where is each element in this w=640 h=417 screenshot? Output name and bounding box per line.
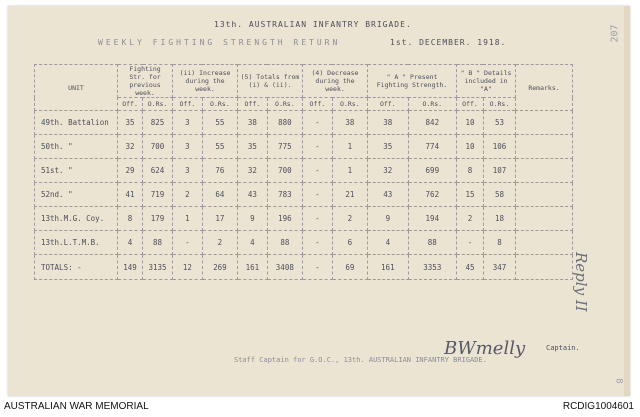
strength-cell: 3 — [173, 159, 203, 183]
return-date: 1st. DECEMBER. 1918. — [390, 38, 507, 47]
totals-cell: 3353 — [408, 255, 456, 280]
remarks-cell — [516, 135, 573, 159]
strength-cell: 38 — [332, 111, 367, 135]
sub-off: Off. — [368, 98, 409, 111]
strength-cell: 3 — [173, 111, 203, 135]
strength-cell: 106 — [483, 135, 515, 159]
totals-cell: 347 — [483, 255, 515, 280]
unit-name: 52nd. " — [35, 183, 118, 207]
strength-cell: 842 — [408, 111, 456, 135]
strength-cell: 699 — [408, 159, 456, 183]
strength-cell: 55 — [202, 111, 237, 135]
return-title: WEEKLY FIGHTING STRENGTH RETURN — [98, 38, 341, 47]
totals-cell: - — [303, 255, 333, 280]
strength-cell: - — [303, 207, 333, 231]
strength-cell: 38 — [238, 111, 268, 135]
table-row — [35, 231, 573, 255]
strength-cell: 774 — [408, 135, 456, 159]
sub-off: Off. — [238, 98, 268, 111]
sub-ors: O.Rs. — [408, 98, 456, 111]
sub-ors: O.Rs. — [143, 98, 173, 111]
totals-remarks — [516, 255, 573, 280]
strength-cell: - — [303, 183, 333, 207]
strength-cell: 196 — [267, 207, 302, 231]
totals-cell: 69 — [332, 255, 367, 280]
strength-cell: 1 — [332, 159, 367, 183]
strength-cell: 38 — [368, 111, 409, 135]
unit-name: 50th. " — [35, 135, 118, 159]
col-details: " B " Details included in "A" — [457, 65, 516, 98]
table-row — [35, 183, 573, 207]
strength-cell: 35 — [238, 135, 268, 159]
sub-off: Off. — [457, 98, 484, 111]
strength-cell: 2 — [173, 183, 203, 207]
strength-cell: - — [303, 111, 333, 135]
remarks-cell — [516, 231, 573, 255]
strength-cell: 53 — [483, 111, 515, 135]
col-present: " A " Present Fighting Strength. — [368, 65, 457, 98]
unit-name: 49th. Battalion — [35, 111, 118, 135]
strength-cell: 32 — [118, 135, 143, 159]
strength-cell: 2 — [457, 207, 484, 231]
totals-cell: 161 — [368, 255, 409, 280]
strength-cell: 17 — [202, 207, 237, 231]
sub-off: Off. — [303, 98, 333, 111]
sub-ors: O.Rs. — [332, 98, 367, 111]
strength-cell: - — [173, 231, 203, 255]
strength-cell: 55 — [202, 135, 237, 159]
col-decrease: (4) Decrease during the week. — [303, 65, 368, 98]
strength-cell: 88 — [143, 231, 173, 255]
remarks-cell — [516, 183, 573, 207]
totals-label: TOTALS: - — [35, 255, 118, 280]
totals-cell: 149 — [118, 255, 143, 280]
col-unit: UNIT — [35, 65, 118, 111]
unit-name: 13th.M.G. Coy. — [35, 207, 118, 231]
strength-cell: 8 — [457, 159, 484, 183]
strength-cell: 10 — [457, 111, 484, 135]
strength-cell: 35 — [118, 111, 143, 135]
strength-cell: 719 — [143, 183, 173, 207]
strength-cell: 880 — [267, 111, 302, 135]
margin-handwritten-note: Reply II — [572, 252, 590, 312]
sub-ors: O.Rs. — [202, 98, 237, 111]
archive-name: AUSTRALIAN WAR MEMORIAL — [4, 401, 149, 412]
strength-cell: 4 — [118, 231, 143, 255]
strength-cell: 58 — [483, 183, 515, 207]
strength-table — [34, 64, 573, 280]
totals-cell: 45 — [457, 255, 484, 280]
sub-ors: O.Rs. — [267, 98, 302, 111]
strength-cell: 8 — [483, 231, 515, 255]
strength-cell: 2 — [202, 231, 237, 255]
remarks-cell — [516, 159, 573, 183]
strength-cell: 88 — [267, 231, 302, 255]
brigade-heading: 13th. AUSTRALIAN INFANTRY BRIGADE. — [214, 20, 412, 29]
strength-cell: - — [303, 231, 333, 255]
staff-captain-line: Staff Captain for G.O.C., 13th. AUSTRALIAN INFANTRY BRIGADE. — [234, 356, 487, 364]
strength-cell: 762 — [408, 183, 456, 207]
strength-cell: 700 — [267, 159, 302, 183]
sub-off: Off. — [173, 98, 203, 111]
strength-cell: 64 — [202, 183, 237, 207]
strength-cell: 775 — [267, 135, 302, 159]
totals-cell: 3408 — [267, 255, 302, 280]
strength-cell: 32 — [238, 159, 268, 183]
remarks-cell — [516, 207, 573, 231]
strength-cell: 6 — [332, 231, 367, 255]
strength-cell: 194 — [408, 207, 456, 231]
strength-cell: 8 — [118, 207, 143, 231]
table-row — [35, 159, 573, 183]
strength-cell: 21 — [332, 183, 367, 207]
strength-cell: 3 — [173, 135, 203, 159]
remarks-cell — [516, 111, 573, 135]
strength-cell: 35 — [368, 135, 409, 159]
strength-cell: 783 — [267, 183, 302, 207]
strength-cell: 825 — [143, 111, 173, 135]
sub-off: Off. — [118, 98, 143, 111]
strength-cell: - — [303, 135, 333, 159]
strength-cell: 107 — [483, 159, 515, 183]
strength-cell: 29 — [118, 159, 143, 183]
strength-cell: 9 — [238, 207, 268, 231]
totals-row — [35, 255, 573, 280]
col-fighting-prev: Fighting Str. for previous week. — [118, 65, 173, 98]
signatory-rank: Captain. — [546, 344, 580, 352]
table-body — [35, 111, 573, 255]
strength-cell: 32 — [368, 159, 409, 183]
strength-cell: 700 — [143, 135, 173, 159]
handwritten-signature: BWmelly — [444, 338, 526, 359]
col-remarks: Remarks. — [516, 65, 573, 111]
unit-name: 13th.L.T.M.B. — [35, 231, 118, 255]
strength-cell: 88 — [408, 231, 456, 255]
strength-cell: 41 — [118, 183, 143, 207]
folio-number: 207 — [609, 24, 621, 43]
strength-cell: 4 — [368, 231, 409, 255]
totals-cell: 12 — [173, 255, 203, 280]
strength-cell: 9 — [368, 207, 409, 231]
table-row — [35, 207, 573, 231]
sub-ors: O.Rs. — [483, 98, 515, 111]
document-page — [8, 6, 630, 396]
strength-cell: 4 — [238, 231, 268, 255]
archive-record-id: RCDIG1004601 — [562, 401, 634, 412]
strength-cell: 76 — [202, 159, 237, 183]
page-edge — [624, 6, 630, 396]
table-header-row — [35, 65, 573, 98]
corner-number: 8 — [613, 378, 624, 384]
strength-cell: 1 — [173, 207, 203, 231]
strength-cell: 43 — [368, 183, 409, 207]
strength-cell: 1 — [332, 135, 367, 159]
table-row — [35, 111, 573, 135]
strength-cell: 2 — [332, 207, 367, 231]
table-row — [35, 135, 573, 159]
totals-cell: 3135 — [143, 255, 173, 280]
strength-cell: - — [457, 231, 484, 255]
strength-cell: 15 — [457, 183, 484, 207]
strength-cell: 18 — [483, 207, 515, 231]
strength-cell: 10 — [457, 135, 484, 159]
totals-cell: 161 — [238, 255, 268, 280]
strength-cell: 624 — [143, 159, 173, 183]
col-increase: (ii) Increase during the week. — [173, 65, 238, 98]
strength-cell: 179 — [143, 207, 173, 231]
archive-footer — [0, 398, 640, 417]
col-totals: (5) Totals from (i) & (ii). — [238, 65, 303, 98]
totals-cell: 269 — [202, 255, 237, 280]
unit-name: 51st. " — [35, 159, 118, 183]
strength-cell: 43 — [238, 183, 268, 207]
strength-cell: - — [303, 159, 333, 183]
